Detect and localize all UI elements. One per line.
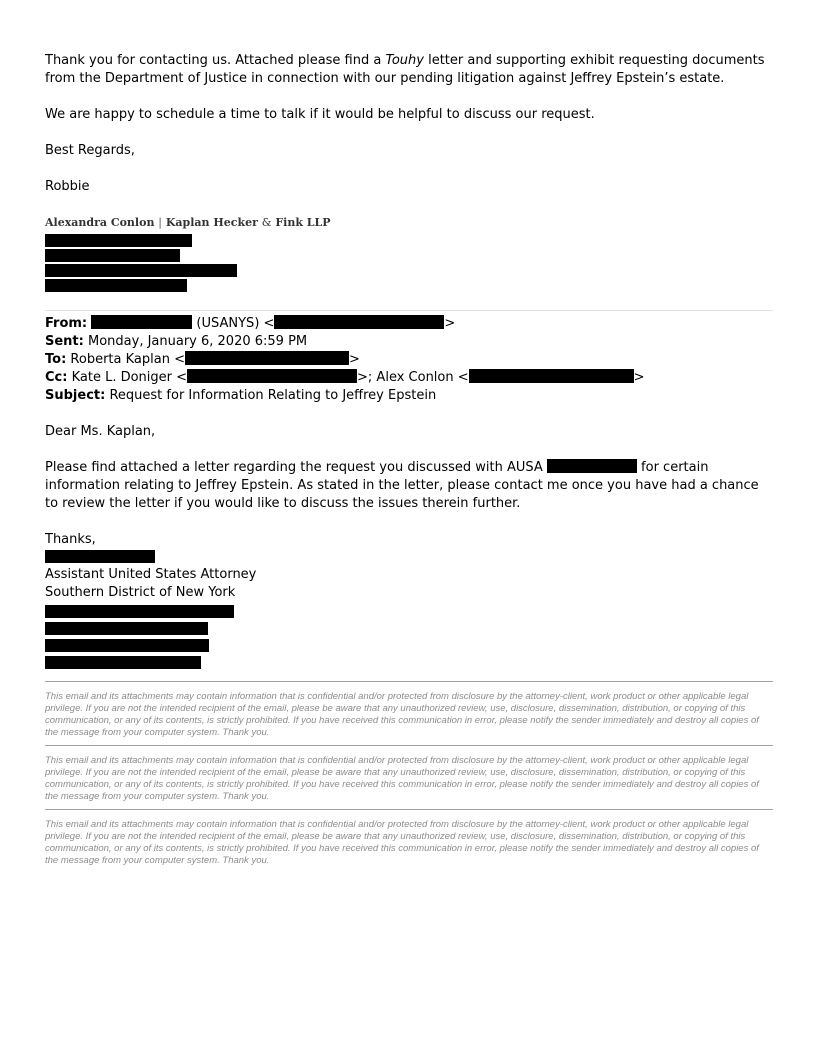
signature-redactions — [45, 234, 773, 292]
body-text: Please find attached a letter regarding the request you discussed with AUSA — [45, 460, 547, 475]
redaction-block — [45, 249, 180, 262]
email-signature — [45, 216, 773, 230]
cc-name-2: >; Alex Conlon < — [357, 370, 469, 385]
header-from — [45, 315, 773, 333]
redaction-block — [547, 459, 637, 473]
greeting: Dear Ms. Kaplan, — [45, 424, 156, 439]
sent-value: Monday, January 6, 2020 6:59 PM — [88, 334, 308, 349]
from-org: (USANYS) < — [196, 316, 275, 331]
email-header — [45, 315, 773, 405]
redaction-block — [45, 264, 237, 277]
from-close: > — [444, 316, 456, 331]
subject-label: Subject: — [45, 388, 106, 403]
redaction-block — [45, 550, 155, 563]
redaction-block — [45, 639, 209, 652]
disclaimer-text: This email and its attachments may contain information that is confidential and/or protected from disclosure by the attorney-client, work product or other applicable legal privilege. If you are not the intended recipient of the email, please be aware that any unauthorized review, use, disclosure, dissemination, distribution, or copying of this communication, or any of its contents, is strictly prohibited. If you have received this communication in error, please notify the sender immediately and destroy all copies of the message from your computer system. Thank you. — [45, 755, 759, 802]
reply-signoff-name: Robbie — [45, 179, 90, 194]
to-close: > — [348, 352, 360, 367]
reply-text-cont: letter and supporting exhibit requesting documents from the Department of Justice in connection with our pending litigation against Jeffrey Epstein’s estate. — [45, 53, 765, 86]
to-name: Roberta Kaplan < — [70, 352, 185, 367]
redaction-block — [45, 279, 187, 292]
email-document — [45, 52, 773, 867]
redaction-block — [185, 351, 349, 365]
reply-paragraph-2: We are happy to schedule a time to talk if it would be helpful to discuss our request. — [45, 107, 595, 122]
touhy-italic: Touhy — [385, 53, 424, 68]
cc-close: > — [633, 370, 645, 385]
sender-title: Assistant United States Attorney — [45, 567, 257, 582]
signature-firm: Kaplan Hecker — [165, 216, 258, 229]
signature-ampersand: & — [261, 216, 272, 229]
redaction-block — [469, 369, 634, 383]
reply-closing: Best Regards, — [45, 143, 135, 158]
redaction-block — [45, 622, 208, 635]
signature-separator: | — [158, 216, 163, 229]
cc-name-1: Kate L. Doniger < — [71, 370, 188, 385]
redaction-block — [91, 315, 192, 329]
redaction-block — [45, 605, 234, 618]
from-label: From: — [45, 316, 88, 331]
signature-firm-suffix: Fink LLP — [275, 216, 331, 229]
sender-office: Southern District of New York — [45, 585, 236, 600]
redaction-block — [274, 315, 444, 329]
signature-person: Alexandra Conlon — [45, 216, 155, 229]
redaction-block — [187, 369, 357, 383]
header-sent — [45, 333, 773, 351]
sent-label: Sent: — [45, 334, 84, 349]
disclaimer-text: This email and its attachments may contain information that is confidential and/or protected from disclosure by the attorney-client, work product or other applicable legal privilege. If you are not the intended recipient of the email, please be aware that any unauthorized review, use, disclosure, dissemination, distribution, or copying of this communication, or any of its contents, is strictly prohibited. If you have received this communication in error, please notify the sender immediately and destroy all copies of the message from your computer system. Thank you. — [45, 819, 759, 866]
body-thanks: Thanks, — [45, 532, 96, 547]
to-label: To: — [45, 352, 67, 367]
reply-paragraph-1 — [45, 52, 773, 88]
subject-value: Request for Information Relating to Jeffrey Epstein — [109, 388, 437, 403]
body-paragraph — [45, 459, 773, 513]
redaction-block — [45, 656, 201, 669]
disclaimer-text: This email and its attachments may contain information that is confidential and/or protected from disclosure by the attorney-client, work product or other applicable legal privilege. If you are not the intended recipient of the email, please be aware that any unauthorized review, use, disclosure, dissemination, distribution, or copying of this communication, or any of its contents, is strictly prohibited. If you have received this communication in error, please notify the sender immediately and destroy all copies of the message from your computer system. Thank you. — [45, 691, 759, 738]
sender-redactions — [45, 605, 773, 669]
reply-text: Thank you for contacting us. Attached please find a — [45, 53, 386, 68]
header-subject — [45, 387, 773, 405]
cc-label: Cc: — [45, 370, 68, 385]
header-to — [45, 351, 773, 369]
body-text-cont: for certain information relating to Jeffrey Epstein. As stated in the letter, please contact me once you have had a chance to review the letter if you would like to discuss the issues therein further. — [45, 460, 759, 511]
redaction-block — [45, 234, 192, 247]
header-cc — [45, 369, 773, 387]
